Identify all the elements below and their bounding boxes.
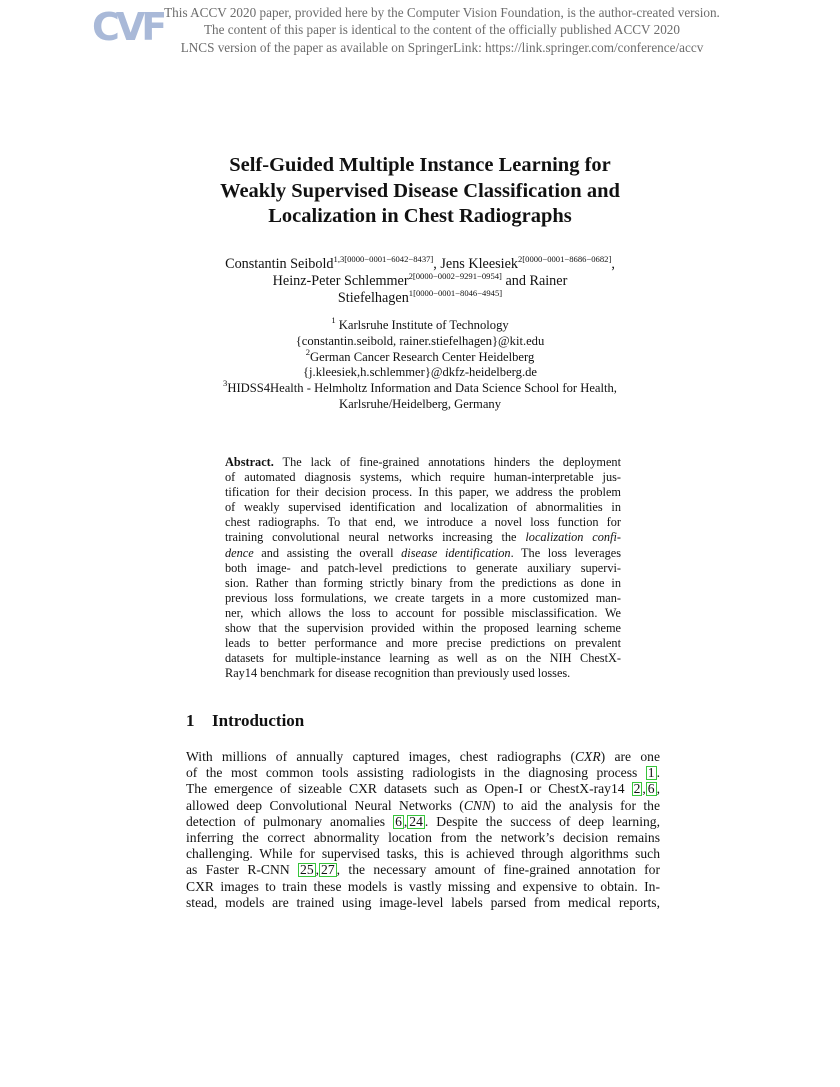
body-line: challenging. While for supervised tasks, this is achieved through algorithms such (186, 846, 660, 862)
body-text-run: , (642, 781, 646, 797)
affiliation-marker: 1 (331, 315, 336, 325)
body-text-run: detection of pulmonary anomalies (186, 813, 394, 829)
paper-title (120, 153, 720, 230)
author-orcid: 2[0000−0001−8686−0682] (518, 254, 612, 264)
section-number: 1 (186, 711, 195, 730)
body-text-run: With millions of annually captured images, chest radiographs ( (186, 749, 575, 764)
title-line: Localization in Chest Radiographs (268, 205, 572, 227)
abstract (225, 455, 621, 681)
affiliation-email: {constantin.seibold, rainer.stiefelhagen}@kit.edu (295, 333, 545, 348)
author-separator: and Rainer (501, 273, 568, 290)
abstract-line: both image- and patch-level predictions to generate auxiliary supervi- (225, 560, 621, 575)
abstract-line: leads to better performance and more precise predictions on prevalent (225, 636, 621, 651)
body-line (186, 781, 660, 797)
abstract-emphasis: localization confi- (525, 530, 621, 545)
abstract-text: training convolutional neural networks increasing the (225, 530, 526, 545)
body-text-run: ) to aid the analysis for the (491, 797, 660, 813)
body-text-run: . Despite the success of deep learning, (424, 813, 660, 829)
citation-link[interactable]: 6 (647, 781, 655, 797)
body-text-run: , (403, 813, 408, 829)
abstract-emphasis: dence (225, 545, 254, 560)
body-emphasis: CXR (574, 749, 601, 764)
abstract-text: and assisting the overall (253, 545, 402, 560)
cvf-watermark (0, 0, 840, 60)
body-line (186, 862, 660, 878)
section-heading (186, 710, 304, 732)
watermark-line: LNCS version of the paper as available on SpringerLink: https://link.springer.com/conference/accv (180, 39, 704, 55)
abstract-text: The lack of fine-grained annotations hinders the deployment (273, 455, 621, 469)
title-line: Weakly Supervised Disease Classification and (220, 179, 620, 202)
abstract-text: . The loss leverages (510, 545, 621, 560)
author-name: Heinz-Peter Schlemmer (272, 273, 409, 290)
abstract-line: previous loss formulations, we create targets in a more customized man- (225, 590, 621, 605)
affiliation-marker: 3 (223, 378, 228, 389)
body-text-run: , the necessary amount of fine-grained annotation for (336, 862, 660, 878)
affiliation-name: HIDSS4Health - Helmholtz Information and Data Science School for Health, (227, 381, 617, 396)
abstract-line: datasets for multiple-instance learning as well as on the NIH ChestX- (225, 651, 621, 666)
affiliation-line (160, 315, 680, 334)
citation-link[interactable]: 6 (395, 813, 402, 829)
author-orcid: 2[0000−0002−9291−0954] (408, 271, 502, 282)
section-title: Introduction (212, 711, 305, 730)
title-line: Self-Guided Multiple Instance Learning for (229, 154, 611, 176)
author-separator: , Jens Kleesiek (433, 256, 518, 272)
body-text-run: of the most common tools assisting radiologists in the diagnosing process (186, 765, 646, 781)
watermark-notice (162, 4, 722, 56)
affiliation-location: Karlsruhe/Heidelberg, Germany (338, 396, 502, 411)
abstract-line: show that the supervision provided within the proposed learning scheme (225, 621, 621, 636)
body-text-run: . (656, 765, 660, 781)
abstract-line: ner, which allows the loss to account for possible misclassification. We (225, 605, 621, 620)
affiliation-email: {j.kleesiek,h.schlemmer}@dkfz-heidelberg.de (303, 365, 537, 380)
author-list (160, 256, 680, 308)
body-line (186, 814, 660, 830)
body-line (186, 798, 660, 814)
citation-link[interactable]: 1 (647, 765, 655, 781)
affiliation-name: German Cancer Research Center Heidelberg (310, 349, 535, 364)
citation-link[interactable]: 25 (300, 862, 314, 878)
body-line (186, 765, 660, 781)
body-text-run: as Faster R-CNN (186, 862, 299, 878)
body-text-run: The emergence of sizeable CXR datasets such as Open-I or ChestX-ray14 (186, 781, 632, 797)
body-line: inferring the correct abnormality location from the network’s decision remains (186, 829, 660, 845)
author-line (160, 290, 680, 307)
abstract-line: of automated diagnosis systems, which require human-interpretable jus- (225, 470, 621, 485)
citation-link[interactable]: 2 (633, 781, 641, 797)
affiliation-marker: 2 (305, 346, 311, 357)
watermark-line: The content of this paper is identical to the content of the officially published ACCV 2020 (204, 22, 680, 38)
abstract-line (225, 455, 621, 470)
author-name: Stiefelhagen (337, 290, 409, 307)
abstract-line: sion. Rather than forming strictly binary from the predictions as done in (225, 575, 621, 590)
author-orcid: 1[0000−0001−8046−4945] (408, 288, 503, 299)
abstract-line (225, 546, 621, 561)
abstract-line: tification for their decision process. In this paper, we address the problem (225, 485, 621, 500)
author-name: Constantin Seibold (225, 256, 334, 272)
body-text-run: ) are one (600, 749, 660, 764)
affiliations (160, 315, 680, 413)
affiliation-line (160, 378, 680, 397)
body-text-run: allowed deep Convolutional Neural Networks ( (186, 797, 464, 813)
body-text-run: , (656, 781, 660, 797)
author-separator: , (611, 256, 615, 272)
body-text (186, 749, 660, 911)
abstract-line: of weakly supervised identification and localization of abnormalities in (225, 500, 621, 515)
body-line: stead, models are trained using image-level labels parsed from medical reports, (186, 894, 660, 910)
citation-link[interactable]: 24 (409, 813, 423, 829)
citation-link[interactable]: 27 (321, 862, 335, 878)
abstract-line: chest radiographs. To that end, we introduce a novel loss function for (225, 515, 621, 530)
abstract-emphasis: disease identification (401, 545, 511, 560)
abstract-line: Ray14 benchmark for disease recognition than previously used losses. (225, 666, 571, 681)
abstract-label: Abstract. (225, 455, 274, 469)
affiliation-line (160, 346, 680, 366)
watermark-line: This ACCV 2020 paper, provided here by the Computer Vision Foundation, is the author-created version. (164, 5, 720, 20)
cvf-logo-icon (92, 5, 164, 49)
body-text-run: , (315, 862, 320, 878)
body-line (186, 749, 660, 765)
author-orcid: 1,3[0000−0001−6042−8437] (333, 254, 434, 264)
abstract-line (225, 530, 621, 545)
svg-text:CVF: CVF (92, 5, 164, 49)
body-emphasis: CNN (463, 797, 492, 813)
affiliation-name: Karlsruhe Institute of Technology (335, 318, 509, 332)
body-line: CXR images to train these models is vastly missing and expensive to obtain. In- (186, 878, 660, 894)
